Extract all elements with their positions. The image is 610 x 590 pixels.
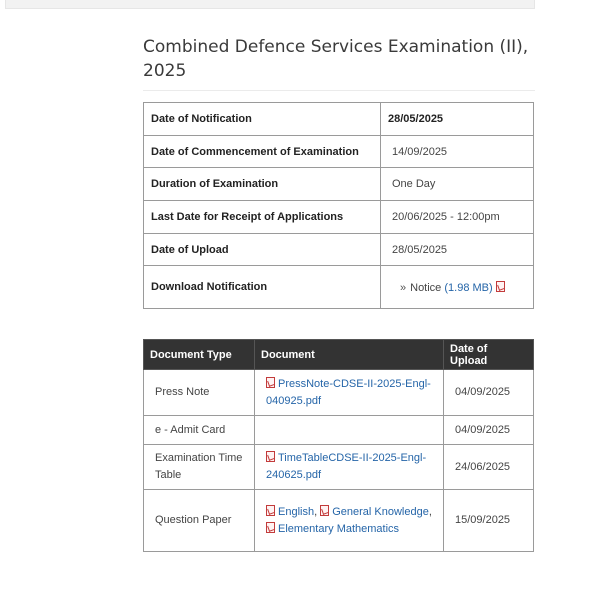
- documents-header-row: [144, 340, 534, 370]
- pdf-file-icon: [266, 522, 275, 533]
- details-label: Duration of Examination: [144, 168, 381, 201]
- qp-english-link[interactable]: [266, 506, 314, 518]
- details-label: Date of Commencement of Examination: [144, 136, 381, 168]
- qp-gk-text: General Knowledge: [332, 505, 429, 518]
- details-value: 20/06/2025 - 12:00pm: [381, 201, 534, 234]
- upload-date: 04/09/2025: [444, 416, 534, 445]
- document-cell: [255, 370, 444, 416]
- details-row: [144, 234, 534, 266]
- qp-general-knowledge-link[interactable]: [320, 506, 429, 518]
- column-header: Date of Upload: [444, 340, 534, 370]
- link-separator: ,: [428, 505, 432, 518]
- details-row: [144, 136, 534, 168]
- bullet-glyph: »: [400, 281, 407, 294]
- press-note-link[interactable]: [266, 378, 431, 407]
- download-label: Download Notification: [144, 266, 381, 309]
- details-label: Date of Notification: [144, 103, 381, 136]
- pdf-file-icon: [266, 451, 275, 462]
- details-value: 14/09/2025: [381, 136, 534, 168]
- document-cell: [255, 416, 444, 445]
- pdf-file-icon: [266, 505, 275, 516]
- details-label: Date of Upload: [144, 234, 381, 266]
- page-title: Combined Defence Services Examination (II), 2025: [143, 37, 529, 81]
- title-divider: [143, 90, 535, 91]
- notice-link-text: Notice: [410, 281, 442, 294]
- pdf-file-icon: [320, 505, 329, 516]
- notice-size: (1.98 MB): [444, 281, 493, 294]
- documents-table: [143, 339, 534, 552]
- document-type: e - Admit Card: [144, 416, 255, 445]
- table-row: [144, 445, 534, 490]
- document-type: Question Paper: [144, 490, 255, 552]
- timetable-link[interactable]: [266, 452, 426, 481]
- exam-details-table: [143, 102, 534, 309]
- qp-english-text: English: [278, 505, 315, 518]
- timetable-filename: TimeTableCDSE-II-2025-Engl-240625.pdf: [266, 452, 427, 481]
- details-value: 28/05/2025: [381, 103, 534, 136]
- notice-link[interactable]: [410, 282, 508, 294]
- download-row: [144, 266, 534, 309]
- link-separator: ,: [314, 505, 318, 518]
- document-type: Examination Time Table: [144, 445, 255, 490]
- document-cell: [255, 490, 444, 552]
- details-label: Last Date for Receipt of Applications: [144, 201, 381, 234]
- download-cell: [381, 266, 534, 309]
- details-value: 28/05/2025: [381, 234, 534, 266]
- column-header: Document: [255, 340, 444, 370]
- details-row: [144, 103, 534, 136]
- press-note-filename: PressNote-CDSE-II-2025-Engl-040925.pdf: [266, 377, 431, 407]
- table-row: [144, 416, 534, 445]
- document-cell: [255, 445, 444, 490]
- qp-math-text: Elementary Mathematics: [278, 522, 400, 535]
- details-value: One Day: [381, 168, 534, 201]
- document-type: Press Note: [144, 370, 255, 416]
- qp-elementary-mathematics-link[interactable]: [266, 523, 399, 535]
- upload-date: 15/09/2025: [444, 490, 534, 552]
- table-row: [144, 370, 534, 416]
- details-row: [144, 201, 534, 234]
- details-row: [144, 168, 534, 201]
- column-header: Document Type: [144, 340, 255, 370]
- upload-date: 04/09/2025: [444, 370, 534, 416]
- pdf-file-icon: [496, 281, 505, 292]
- table-row: [144, 490, 534, 552]
- pdf-file-icon: [266, 377, 275, 388]
- top-section-bar: [5, 0, 535, 9]
- upload-date: 24/06/2025: [444, 445, 534, 490]
